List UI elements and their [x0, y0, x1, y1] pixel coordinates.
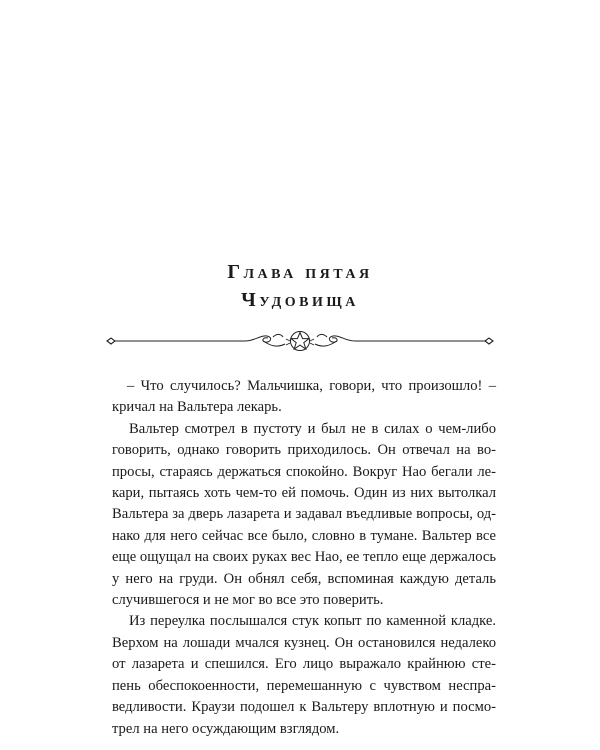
paragraph-3: Из переулка послышался стук копыт по каменной кладке. Верхом на лошади мчался кузнец. Он остановился недалеко от лазарета и спешился. Его лицо выражало крайнюю степень обеспокоенности, перемешанную с чувством несправедливости. Краузи подошел к Вальтеру вплотную и посмотрел на него осуждающим взглядом.	[112, 613, 496, 737]
chapter-number-heading: Глава пятая	[227, 261, 373, 283]
chapter-title-heading: Чудовища	[241, 289, 359, 311]
paragraph-1: – Что случилось? Мальчишка, говори, что произошло! – кричал на Вальтера лекарь.	[112, 378, 496, 416]
paragraph-2: Вальтер смотрел в пустоту и был не в силах о чем-либо говорить, однако говорить приходилось. Он отвечал на вопросы, стараясь держаться спокойно. Вокруг Нао бегали лекари, пытаясь хоть чем-то ей помочь. Один из них вытолкал Вальтера за дверь лазарета и задавал въедливые вопросы, однако для него сейчас все было, словно в тумане. Вальтер все еще ощущал на своих руках вес Нао, ее тепло еще держалось у него на груди. Он обнял себя, вспоминая каждую деталь случившегося и не мог во все это поверить.	[112, 420, 496, 609]
star-flourish-divider-icon	[105, 326, 495, 356]
chapter-body-text	[112, 376, 496, 740]
